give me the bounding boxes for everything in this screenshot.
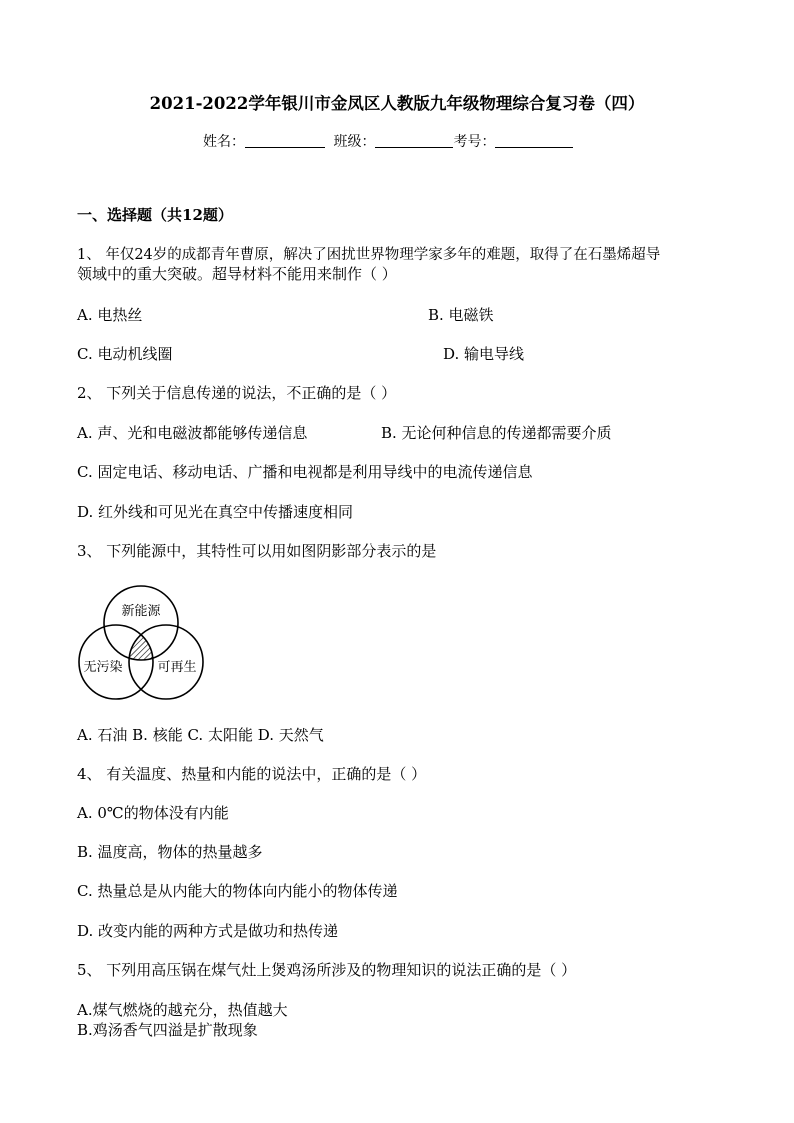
q5-option-b: B.鸡汤香气四溢是扩散现象 <box>77 1021 258 1039</box>
id-blank <box>495 133 573 148</box>
q3-stem: 3、 下列能源中，其特性可以用如图阴影部分表示的是 <box>77 542 437 560</box>
venn-label-left: 无污染 <box>83 660 123 675</box>
q1-stem-line1: 1、 年仅24岁的成都青年曹原，解决了困扰世界物理学家多年的难题，取得了在石墨烯超导 <box>77 247 661 263</box>
venn-diagram <box>73 583 209 703</box>
q5-stem: 5、 下列用高压锅在煤气灶上煲鸡汤所涉及的物理知识的说法正确的是（ ） <box>77 961 577 979</box>
q1-option-a: A. 电热丝 <box>77 306 143 324</box>
name-blank <box>245 133 325 148</box>
id-label: 考号： <box>453 134 496 150</box>
name-label: 姓名： <box>203 134 245 150</box>
q1-option-c: C. 电动机线圈 <box>77 345 173 363</box>
q1-option-b: B. 电磁铁 <box>428 306 494 324</box>
q4-option-b: B. 温度高，物体的热量越多 <box>77 843 263 861</box>
q1-option-d: D. 输电导线 <box>443 345 525 363</box>
q4-option-d: D. 改变内能的两种方式是做功和热传递 <box>77 922 339 940</box>
q4-option-a: A. 0℃的物体没有内能 <box>77 804 229 822</box>
q2-option-c: C. 固定电话、移动电话、广播和电视都是利用导线中的电流传递信息 <box>77 463 533 481</box>
section-heading: 一、选择题（共12题） <box>77 206 233 224</box>
q3-options: A. 石油 B. 核能 C. 太阳能 D. 天然气 <box>77 726 324 744</box>
venn-label-top: 新能源 <box>121 604 161 619</box>
venn-label-right: 可再生 <box>157 660 197 675</box>
q4-stem: 4、 有关温度、热量和内能的说法中，正确的是（ ） <box>77 765 427 783</box>
class-blank <box>375 133 453 148</box>
q2-stem: 2、 下列关于信息传递的说法，不正确的是（ ） <box>77 384 397 402</box>
q2-option-d: D. 红外线和可见光在真空中传播速度相同 <box>77 503 354 521</box>
page-title: 2021-2022学年银川市金凤区人教版九年级物理综合复习卷（四） <box>149 94 645 113</box>
student-info-row <box>203 131 573 151</box>
class-label: 班级： <box>333 134 376 150</box>
q4-option-c: C. 热量总是从内能大的物体向内能小的物体传递 <box>77 882 398 900</box>
q1-stem-line2: 领域中的重大突破。超导材料不能用来制作（ ） <box>77 265 397 283</box>
q2-option-a: A. 声、光和电磁波都能够传递信息 <box>77 424 308 442</box>
q5-option-a: A.煤气燃烧的越充分，热值越大 <box>77 1001 288 1019</box>
q2-option-b: B. 无论何种信息的传递都需要介质 <box>381 424 612 442</box>
